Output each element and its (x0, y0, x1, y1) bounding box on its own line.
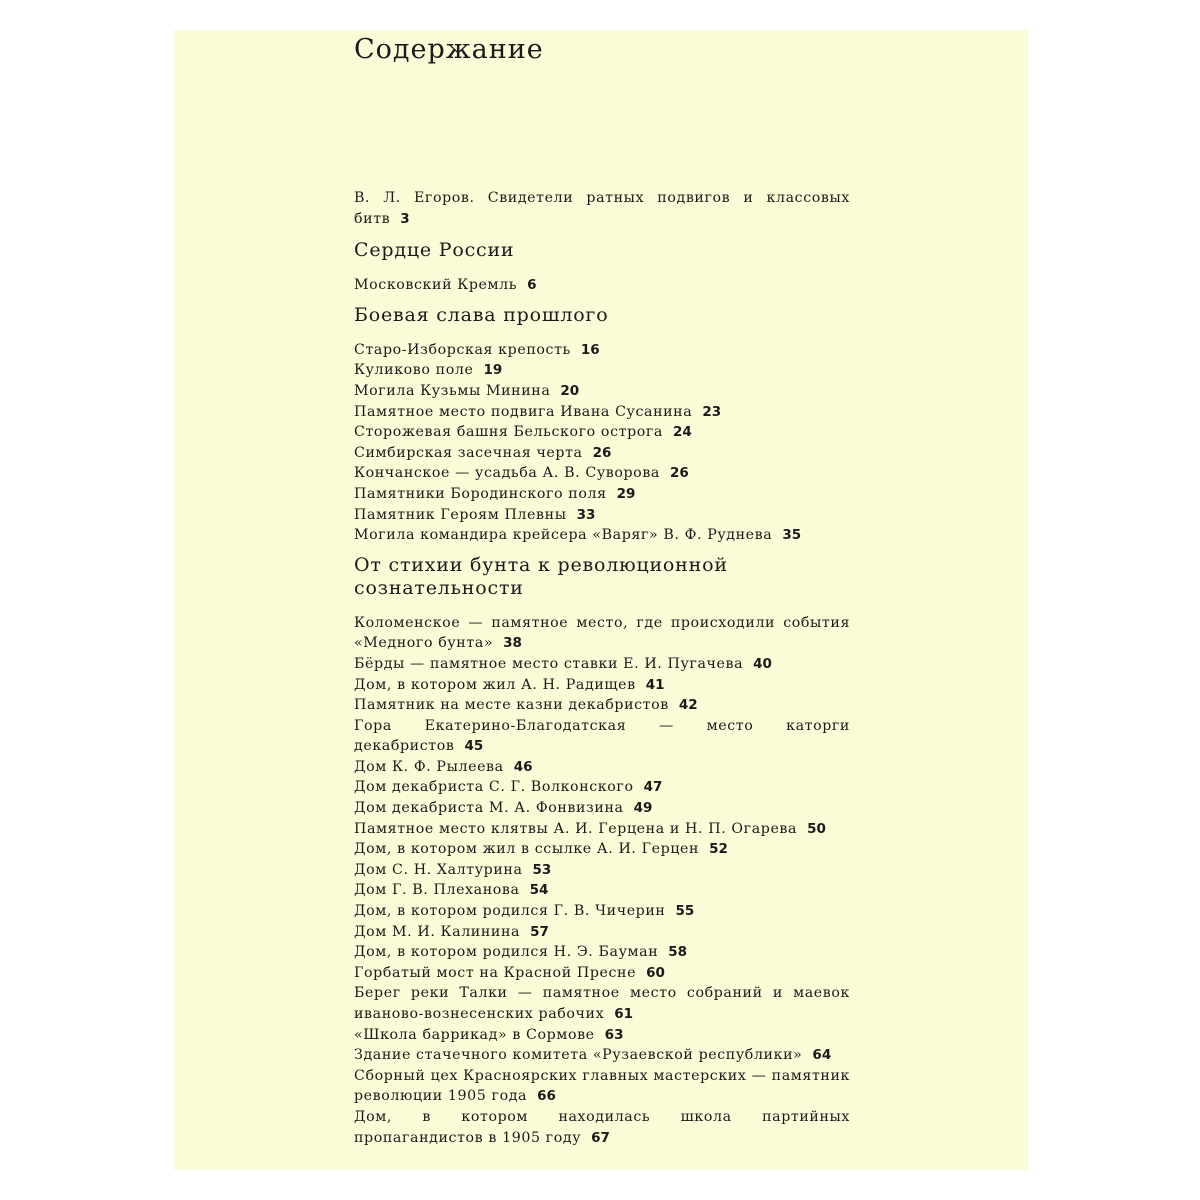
toc-entry-text: «Школа баррикад» в Сормове (354, 1026, 595, 1043)
toc-entry-page: 40 (753, 655, 772, 672)
toc-entry (354, 484, 850, 505)
toc-entry-text: Дом С. Н. Халтурина (354, 861, 523, 878)
toc-entry (354, 654, 850, 675)
table-of-contents (354, 188, 850, 1148)
toc-entry (354, 839, 850, 860)
toc-entry (354, 1045, 850, 1066)
toc-entry-text: Старо-Изборская крепость (354, 341, 571, 358)
toc-entry (354, 983, 850, 1024)
toc-entry-text: Памятное место подвига Ивана Сусанина (354, 403, 693, 420)
toc-entry-page: 41 (645, 676, 665, 693)
toc-entry-text: Памятник на месте казни декабристов (354, 697, 669, 714)
toc-entry-text: Симбирская засечная черта (354, 444, 583, 461)
toc-sections (354, 239, 850, 1148)
section-heading: Сердце России (354, 239, 515, 262)
toc-entry-page: 49 (633, 800, 653, 817)
toc-entry-text: Дом декабриста М. А. Фонвизина (354, 800, 624, 817)
toc-entry-page: 66 (537, 1088, 556, 1105)
toc-entry-page: 6 (527, 277, 537, 294)
toc-entry (354, 613, 850, 654)
toc-entry (354, 1107, 850, 1148)
toc-entry-text: Сборный цех Красноярских главных мастерских — памятник революции 1905 года (354, 1067, 850, 1105)
section-heading: От стихии бунта к революционной сознательности (354, 553, 728, 599)
toc-entry-text: Горбатый мост на Красной Пресне (354, 964, 637, 981)
toc-entry-text: Сторожевая башня Бельского острога (354, 424, 663, 441)
toc-entry-page: 26 (592, 444, 612, 461)
toc-entry (354, 402, 850, 423)
toc-entry-page: 67 (591, 1129, 610, 1146)
toc-entry-text: Бёрды — памятное место ставки Е. И. Пугачева (354, 655, 744, 672)
section-heading: Боевая слава прошлого (354, 303, 609, 326)
toc-entry (354, 880, 850, 901)
toc-entry-text: Дом декабриста С. Г. Волконского (354, 779, 634, 796)
toc-entry (354, 819, 850, 840)
toc-entry-text: Дом, в котором родился Г. В. Чичерин (354, 903, 666, 920)
toc-entry-page: 24 (672, 424, 692, 441)
toc-entry-page: 57 (530, 923, 549, 940)
toc-entry-text: Гора Екатерино-Благодатская — место каторги декабристов (354, 717, 850, 755)
toc-entry-page: 35 (782, 527, 802, 544)
toc-entry (354, 695, 850, 716)
toc-entry (354, 963, 850, 984)
toc-entry (354, 757, 850, 778)
toc-entry-text: Московский Кремль (354, 277, 518, 294)
toc-entry (354, 505, 850, 526)
toc-entry-text: Дом К. Ф. Рылеева (354, 758, 504, 775)
toc-entry (354, 1025, 850, 1046)
toc-entry-text: Могила командира крейсера «Варяг» В. Ф. Руднева (354, 527, 773, 544)
toc-entry-text: Берег реки Талки — памятное место собраний и маевок иваново-вознесенских рабочих (354, 985, 850, 1022)
toc-entry-page: 45 (464, 738, 484, 755)
toc-entry-text: Дом, в котором жил А. Н. Радищев (354, 676, 636, 693)
toc-entry-page: 55 (675, 903, 695, 920)
toc-entry-page: 64 (812, 1047, 832, 1064)
toc-entry-page: 20 (560, 382, 580, 399)
toc-entry-page: 54 (529, 882, 549, 899)
toc-entry-page: 63 (604, 1026, 624, 1043)
toc-entry-page: 23 (702, 403, 722, 420)
toc-entry (354, 525, 850, 546)
toc-entry-text: Коломенское — памятное место, где происходили события «Медного бунта» (354, 614, 850, 652)
toc-entry-page: 33 (576, 506, 596, 523)
book-page (174, 30, 1028, 1170)
toc-entry (354, 463, 850, 484)
toc-entry (354, 942, 850, 963)
toc-entry (354, 381, 850, 402)
toc-entry-page: 42 (678, 697, 698, 714)
toc-entry-page: 58 (668, 944, 688, 961)
toc-entry-text: Памятник Героям Плевны (354, 506, 567, 523)
toc-entry (354, 188, 850, 229)
toc-entry-page: 47 (643, 779, 663, 796)
toc-entry-page: 19 (483, 362, 503, 379)
toc-entry-text: Дом М. И. Калинина (354, 923, 521, 940)
toc-entry-page: 38 (503, 635, 522, 652)
toc-entry (354, 675, 850, 696)
toc-entry-text: Дом Г. В. Плеханова (354, 882, 520, 899)
toc-entry-text: Куликово поле (354, 362, 474, 379)
toc-entry (354, 777, 850, 798)
toc-entry (354, 422, 850, 443)
toc-entry-page: 16 (580, 341, 600, 358)
toc-entry-text: Дом, в котором находилась школа партийных пропагандистов в 1905 году (354, 1108, 850, 1146)
toc-entry-page: 3 (400, 210, 410, 227)
toc-entry (354, 716, 850, 757)
toc-entry-page: 46 (513, 758, 533, 775)
toc-entry-page: 26 (669, 465, 689, 482)
toc-entry (354, 1066, 850, 1107)
toc-entry (354, 443, 850, 464)
toc-entry (354, 922, 850, 943)
toc-entry (354, 901, 850, 922)
toc-entry-page: 53 (532, 861, 552, 878)
toc-entry-text: Памятное место клятвы А. И. Герцена и Н. П. Огарева (354, 820, 798, 837)
page-title: Содержание (354, 34, 544, 65)
toc-entry-text: Кончанское — усадьба А. В. Суворова (354, 465, 660, 482)
toc-entry (354, 360, 850, 381)
toc-entry-text: В. Л. Егоров. Свидетели ратных подвигов и классовых битв (354, 190, 850, 227)
toc-entry-page: 50 (807, 820, 826, 837)
toc-entry-text: Здание стачечного комитета «Рузаевской республики» (354, 1047, 803, 1064)
toc-entry-page: 29 (616, 485, 636, 502)
toc-entry-page: 61 (614, 1006, 633, 1022)
toc-entry-page: 60 (646, 964, 665, 981)
toc-entry-page: 52 (709, 841, 728, 858)
toc-entry (354, 860, 850, 881)
toc-entry (354, 798, 850, 819)
toc-entry-text: Памятники Бородинского поля (354, 485, 607, 502)
toc-entry-text: Дом, в котором жил в ссылке А. И. Герцен (354, 841, 700, 858)
toc-entry (354, 340, 850, 361)
toc-entry-text: Дом, в котором родился Н. Э. Бауман (354, 944, 659, 961)
toc-entry (354, 275, 850, 296)
toc-entry-text: Могила Кузьмы Минина (354, 382, 551, 399)
